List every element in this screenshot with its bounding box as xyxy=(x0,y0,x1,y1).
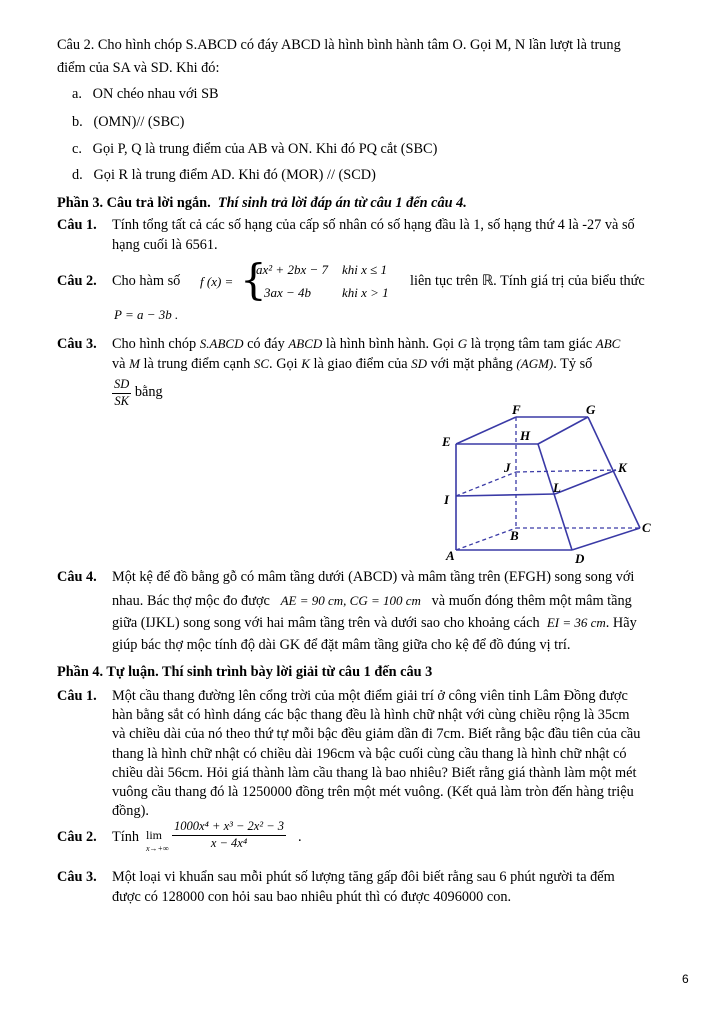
p3-q1-label: Câu 1. xyxy=(57,217,97,233)
p4-q2-pre: Tính xyxy=(112,829,140,845)
p4-q3-label: Câu 3. xyxy=(57,869,97,885)
p4-q1-line1: Một cầu thang đường lên cổng trời của một điểm giải trí ở công viên tỉnh Lâm Đồng được xyxy=(112,688,628,704)
piecewise-brace: { xyxy=(240,255,267,304)
label-D: D xyxy=(575,551,585,566)
shelf-diagram xyxy=(432,400,662,568)
edge-GH xyxy=(538,417,588,444)
p4-q2-lim-sub: x→+∞ xyxy=(146,844,169,853)
label-C: C xyxy=(642,520,651,535)
p3-q2-pre: Cho hàm số xyxy=(112,273,181,289)
p3-q1-line2: hạng cuối là 6561. xyxy=(112,237,218,253)
p3-q4-line3: giữa (IJKL) song song với hai mâm tầng trên và dưới sao cho khoảng cách EI = 36 cm. Hãy xyxy=(112,615,637,631)
edge-AB-hidden xyxy=(456,528,516,550)
label-L: L xyxy=(553,480,561,495)
p3-q3-line2: và M là trung điểm cạnh SC. Gọi K là giao điểm của SD với mặt phẳng (AGM). Tỷ số xyxy=(112,356,593,372)
edge-DC xyxy=(572,528,640,550)
edge-EF xyxy=(456,417,516,444)
p3-q2-case1: ax² + 2bx − 7 xyxy=(256,262,328,277)
part4-heading: Phần 4. Tự luận. Thí sinh trình bày lời giải từ câu 1 đến câu 3 xyxy=(57,664,433,680)
option-b: b. (OMN)// (SBC) xyxy=(72,114,185,130)
p3-q4-line4: giúp bác thợ mộc tính độ dài GK để đặt mâm tầng giữa cho kệ để đồ đúng vị trí. xyxy=(112,637,571,653)
p4-q1-line6: vuông cầu thang đó là 1250000 đồng trên một mét vuông. (Kết quả làm tròn đến hàng triệu xyxy=(112,784,634,800)
label-J: J xyxy=(504,460,511,475)
p4-q3-line1: Một loại vi khuẩn sau mỗi phút số lượng tăng gấp đôi biết rằng sau 6 phút người ta đếm xyxy=(112,869,615,885)
part3-heading: Phần 3. Câu trả lời ngắn. Thí sinh trả lời đáp án từ câu 1 đến câu 4. xyxy=(57,195,467,211)
p3-q2-case1-cond: khi x ≤ 1 xyxy=(342,262,388,277)
label-K: K xyxy=(618,460,627,475)
p3-q2-case2-cond: khi x > 1 xyxy=(342,285,389,300)
p3-q4-line1: Một kệ để đồ bằng gỗ có mâm tầng dưới (ABCD) và mâm tầng trên (EFGH) song song với xyxy=(112,569,635,585)
p3-q4-line2: nhau. Bác thợ mộc đo được AE = 90 cm, CG = 100 cm và muốn đóng thêm một mâm tầng xyxy=(112,593,632,609)
label-F: F xyxy=(512,402,521,417)
label-H: H xyxy=(520,428,531,443)
edge-LK xyxy=(555,470,616,494)
p4-q1-label: Câu 1. xyxy=(57,688,97,704)
page-number: 6 xyxy=(682,972,689,986)
edge-HD xyxy=(538,444,572,550)
frac-denominator: SK xyxy=(114,393,129,408)
p4-q1-line5: chiều dài 56cm. Hỏi giá thành làm cầu thang là bao nhiêu? Biết rằng giá thành làm một mét xyxy=(112,765,637,781)
edge-GC xyxy=(588,417,640,528)
p3-q4-label: Câu 4. xyxy=(57,569,97,585)
shelf-figure xyxy=(432,400,662,568)
p3-q2-post: liên tục trên ℝ. Tính giá trị của biểu thức xyxy=(410,273,645,289)
q2-mc-line1: Câu 2. Cho hình chóp S.ABCD có đáy ABCD là hình bình hành tâm O. Gọi M, N lần lượt là trung xyxy=(57,37,621,53)
limit-denominator: x − 4x⁴ xyxy=(210,835,248,850)
p3-q3-label: Câu 3. xyxy=(57,336,97,352)
option-c: c. Gọi P, Q là trung điểm của AB và ON. Khi đó PQ cắt (SBC) xyxy=(72,141,438,157)
p3-q2-label: Câu 2. xyxy=(57,273,97,289)
p4-q2-label: Câu 2. xyxy=(57,829,97,845)
p3-q2-expression: P = a − 3b . xyxy=(114,307,179,322)
p3-q3-line1: Cho hình chóp S.ABCD có đáy ABCD là hình bình hành. Gọi G là trọng tâm tam giác ABC xyxy=(112,336,621,352)
p4-q2-lim: lim xyxy=(146,828,163,842)
p3-q2-case2: 3ax − 4b xyxy=(264,285,312,300)
p4-q3-line2: được có 128000 con hỏi sau bao nhiêu phút thì có được 4096000 con. xyxy=(112,889,512,905)
label-E: E xyxy=(442,434,451,449)
edge-IL xyxy=(456,494,555,496)
label-A: A xyxy=(446,548,455,563)
p3-q1-line1: Tính tổng tất cả các số hạng của cấp số nhân có số hạng đầu là 1, số hạng thứ 4 là -27 và số xyxy=(112,217,635,233)
p4-q1-line3: và chiều dài của nó theo thứ tự mỗi bậc đều giảm dần đi 7cm. Biết rằng bậc đầu tiên của cầu xyxy=(112,726,641,742)
p3-q3-fraction: $\frac{SD}{SK}$ bằng xyxy=(114,377,163,408)
p4-q2-fraction xyxy=(172,819,286,851)
p4-q1-line7: đồng). xyxy=(112,803,149,819)
option-d: d. Gọi R là trung điểm AD. Khi đó (MOR) // (SCD) xyxy=(72,167,376,183)
option-a: a. ON chéo nhau với SB xyxy=(72,86,219,102)
label-G: G xyxy=(586,402,596,417)
edge-IJ-hidden xyxy=(456,472,516,496)
label-I: I xyxy=(444,492,450,507)
q2-mc-line2: điểm của SA và SD. Khi đó: xyxy=(57,60,220,76)
frac-numerator: SD xyxy=(112,377,131,394)
p3-q2-fx: f (x) = xyxy=(200,274,234,289)
p4-q1-line4: thang là hình chữ nhật có chiều dài 196cm và bậc cuối cùng cầu thang là hình chữ nhật có xyxy=(112,746,627,762)
edge-JK-hidden xyxy=(516,470,616,472)
limit-numerator: 1000x⁴ + x³ − 2x² − 3 xyxy=(172,819,286,836)
label-B: B xyxy=(510,528,519,543)
p4-q1-line2: hàn bằng sắt có hình dáng các bậc thang đều là hình chữ nhật với cùng chiều rộng là 35cm xyxy=(112,707,630,723)
p4-q2-post: . xyxy=(298,829,302,845)
